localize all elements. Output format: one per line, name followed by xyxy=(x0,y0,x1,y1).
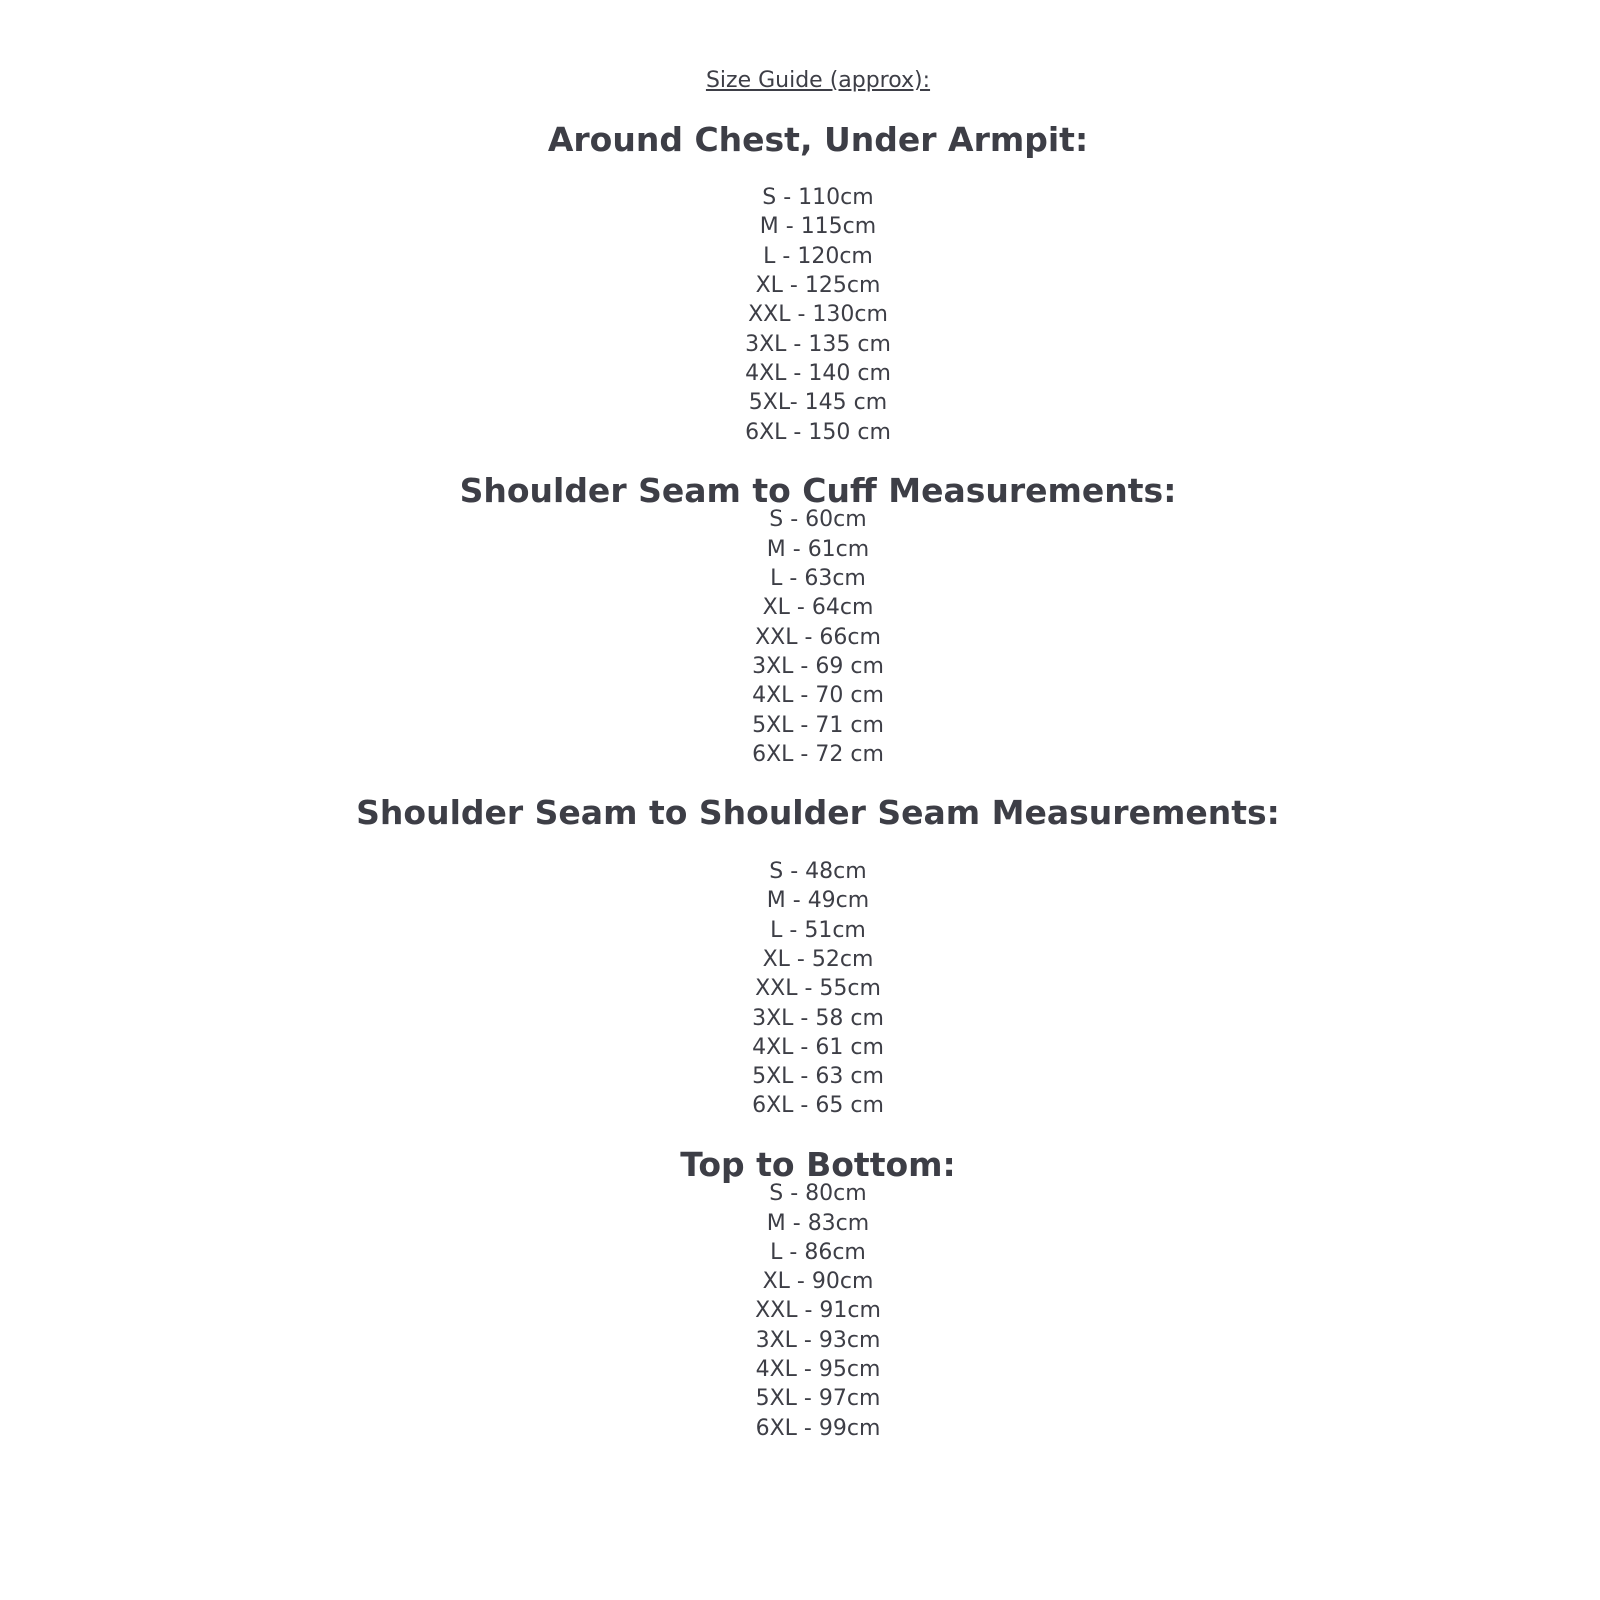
measurement-line: 4XL - 95cm xyxy=(755,1357,881,1383)
measurement-line: 4XL - 61 cm xyxy=(752,1034,884,1060)
measurement-line: S - 110cm xyxy=(762,185,874,211)
measurement-line: XXL - 55cm xyxy=(755,976,881,1002)
measurement-line: XXL - 130cm xyxy=(748,302,888,328)
section-heading-seam-to-cuff: Shoulder Seam to Cuff Measurements: xyxy=(459,471,1177,511)
section-seam-to-seam xyxy=(36,793,1600,1120)
measurement-line: L - 120cm xyxy=(763,243,873,269)
measurement-line: S - 60cm xyxy=(769,507,867,533)
measurement-line: S - 80cm xyxy=(769,1181,867,1207)
section-heading-top-to-bottom: Top to Bottom: xyxy=(680,1144,956,1184)
measurement-line: M - 49cm xyxy=(766,888,870,914)
measurement-line: 3XL - 135 cm xyxy=(745,331,891,357)
measurement-line: XL - 52cm xyxy=(762,946,874,972)
measurement-line: S - 48cm xyxy=(769,859,867,885)
measurement-list-seam-to-cuff xyxy=(36,505,1600,769)
measurement-line: 3XL - 93cm xyxy=(755,1327,881,1353)
measurement-line: 6XL - 99cm xyxy=(755,1415,881,1441)
measurement-line: 5XL- 145 cm xyxy=(748,390,888,416)
measurement-list-top-to-bottom xyxy=(36,1179,1600,1443)
section-seam-to-cuff xyxy=(36,471,1600,769)
measurement-line: L - 86cm xyxy=(770,1239,866,1265)
section-heading-seam-to-seam: Shoulder Seam to Shoulder Seam Measurements: xyxy=(356,793,1280,833)
measurement-line: 6XL - 72 cm xyxy=(752,741,884,767)
measurement-line: 4XL - 70 cm xyxy=(752,683,884,709)
section-around-chest xyxy=(36,119,1600,447)
measurement-line: L - 51cm xyxy=(770,917,866,943)
measurement-list-around-chest xyxy=(36,183,1600,447)
measurement-line: XXL - 91cm xyxy=(755,1298,881,1324)
measurement-line: L - 63cm xyxy=(770,566,866,592)
measurement-line: 3XL - 69 cm xyxy=(752,653,884,679)
measurement-line: 5XL - 71 cm xyxy=(752,712,884,738)
measurement-line: 4XL - 140 cm xyxy=(745,360,891,386)
measurement-line: XXL - 66cm xyxy=(755,624,881,650)
measurement-line: M - 61cm xyxy=(766,536,870,562)
section-heading-around-chest: Around Chest, Under Armpit: xyxy=(547,119,1089,159)
measurement-line: 6XL - 150 cm xyxy=(745,419,891,445)
measurement-line: XL - 125cm xyxy=(755,273,881,299)
measurement-line: XL - 64cm xyxy=(762,595,874,621)
section-top-to-bottom xyxy=(36,1144,1600,1443)
page-title xyxy=(36,66,1600,95)
measurement-line: 5XL - 97cm xyxy=(755,1386,881,1412)
measurement-line: M - 115cm xyxy=(759,214,877,240)
measurement-line: XL - 90cm xyxy=(762,1269,874,1295)
measurement-list-seam-to-seam xyxy=(36,857,1600,1121)
measurement-line: 6XL - 65 cm xyxy=(752,1093,884,1119)
measurement-line: 5XL - 63 cm xyxy=(752,1064,884,1090)
measurement-line: 3XL - 58 cm xyxy=(752,1005,884,1031)
page-title-text: Size Guide (approx): xyxy=(705,68,931,93)
measurement-line: M - 83cm xyxy=(766,1210,870,1236)
